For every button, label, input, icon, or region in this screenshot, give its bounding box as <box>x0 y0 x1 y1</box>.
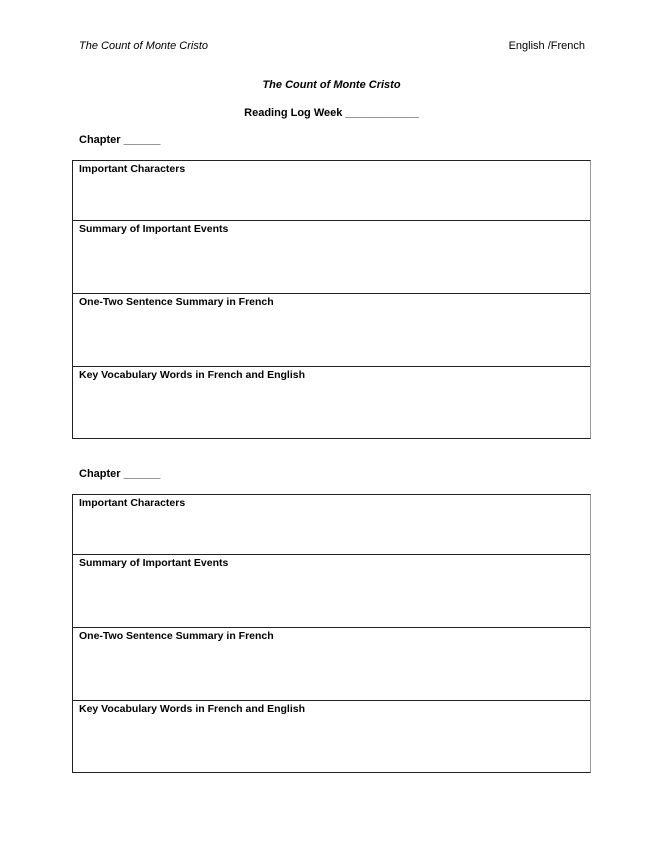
row-french-summary[interactable] <box>73 627 590 700</box>
row-label: Summary of Important Events <box>79 557 229 569</box>
row-label: Important Characters <box>79 497 186 509</box>
row-important-characters[interactable] <box>73 161 590 220</box>
row-key-vocabulary[interactable] <box>73 700 590 772</box>
row-label: One-Two Sentence Summary in French <box>79 296 274 308</box>
reading-log-table-2 <box>72 494 591 773</box>
chapter-label-1: Chapter ______ <box>79 134 161 146</box>
row-french-summary[interactable] <box>73 293 590 366</box>
row-label: Key Vocabulary Words in French and English <box>79 369 305 381</box>
reading-log-table-1 <box>72 160 591 439</box>
page-title: The Count of Monte Cristo <box>262 79 401 91</box>
header-book-title: The Count of Monte Cristo <box>79 40 209 52</box>
chapter-label-2: Chapter ______ <box>79 468 161 480</box>
row-summary-events[interactable] <box>73 554 590 627</box>
row-label: Important Characters <box>79 163 186 175</box>
row-key-vocabulary[interactable] <box>73 366 590 438</box>
header-language: English /French <box>508 40 585 52</box>
row-summary-events[interactable] <box>73 220 590 293</box>
row-label: Key Vocabulary Words in French and English <box>79 703 305 715</box>
reading-log-week: Reading Log Week ____________ <box>244 107 419 119</box>
row-important-characters[interactable] <box>73 495 590 554</box>
row-label: Summary of Important Events <box>79 223 229 235</box>
row-label: One-Two Sentence Summary in French <box>79 630 274 642</box>
